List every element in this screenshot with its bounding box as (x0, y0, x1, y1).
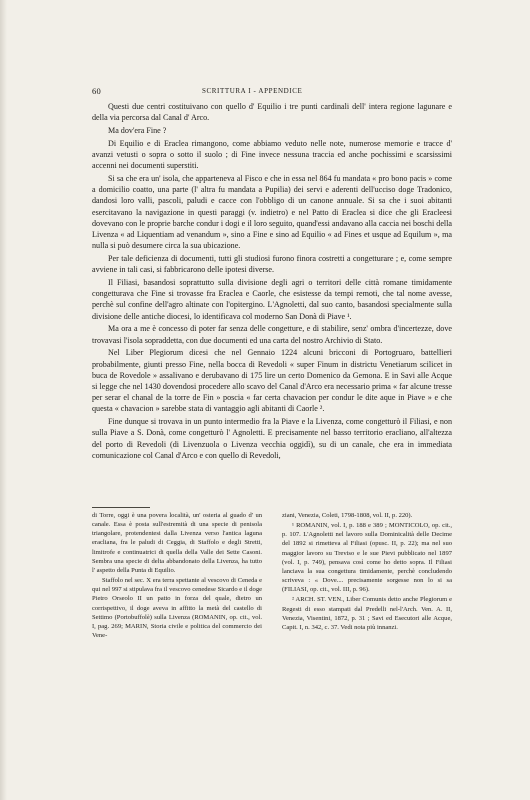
paragraph: Questi due centri costituivano con quello d' Equilio i tre punti cardinali dell' intera regione lagunare e della via percorsa dal Canal d' Arco. (92, 102, 452, 123)
page-number: 60 (92, 86, 102, 96)
footnote-1: ¹ ROMANIN, vol. I, p. 188 e 389 ; MONTICOLO, op. cit., p. 107. L'Agnoletti nel lavoro sulla Dominicalità delle Decime del 1892 si rimetteva al Filiasi (opusc. II, p. 22); ma nel suo maggior lavoro su Treviso e le sue Pievi pubblicato nel 1897 (vol. I, p. 749), pensava così come ho detto sopra. Il Filiasi lanciava la sua congettura timidamente, perchè concludendo scriveva : « Dove.... precisamente sorgesse non lo si sa (FILIASI, op. cit., vol. III, p. 96). (282, 522, 452, 594)
paragraph: Il Filiasi, basandosi soprattutto sulla divisione degli agri o territori delle città romane timidamente congetturava che Fine si trovasse fra Eraclea e Caorle, che esistesse da tempi remoti, che tal nome avesse, perchè sul confine dell'agro altinate con l'opitergino. L'Agnoletti, dal suo canto, basandosi specialmente sulla divisione delle antiche diocesi, lo identificava col moderno San Donà di Piave ¹. (92, 278, 452, 321)
paragraph: Fine dunque si trovava in un punto intermedio fra la Piave e la Livenza, come congetturò il Filiasi, e non sulla Piave a S. Donà, come congetturò l' Agnoletti. E precisamente nel basso territorio eracliano, all'altezza del porto di Revedoli (di Livenzuola o Livenza vecchia oggidì), su di un canale, che era in immediata comunicazione col Canal d'Arco e con quello di Revedoli, (92, 417, 452, 460)
page-header (92, 86, 452, 98)
paragraph: Ma ora a me è concesso di poter far senza delle congetture, e di stabilire, senz' ombra d'incertezze, dove trovavasi l'isola sopraddetta, con due documenti ed una carta del nostro Archivio di Stato. (92, 324, 452, 345)
page-edge-shadow (0, 0, 7, 800)
paragraph: Per tale deficienza di documenti, tutti gli studiosi furono finora costretti a congetturare ; e, come sempre avviene in tali casi, si fabbricarono delle ipotesi diverse. (92, 254, 452, 275)
running-head: SCRITTURA I - APPENDICE (202, 87, 303, 95)
footnote-column-right (282, 511, 452, 632)
footnote-paragraph: ziani, Venezia, Coleti, 1798-1808, vol. II, p. 220). (282, 512, 413, 519)
footnotes (92, 511, 452, 741)
footnote-separator (92, 507, 150, 508)
footnote-paragraph: Staffolo nel sec. X era terra spettante al vescovo di Ceneda e qui nel 997 si stipulava fra il vescovo cenedese Sicardo e il doge Pietro Orseolo II un patto in forza del quale, dietro un corrispettivo, il doge aveva in affitto la metà del castello di Settimo (Portobuffolè) sulla Livenza (ROMANIN, op. cit., vol. I, pag. 269; MARIN, Storia civile e politica del commercio dei Vene- (92, 577, 262, 640)
footnote-column-left (92, 511, 262, 640)
footnote-paragraph: di Torre, oggi è una povera località, un' osteria al guado d' un canale. Essa è posta sull'estremità di una specie di penisola triangolare, protendentesi dalla Livenza verso l'antica laguna eracliana, fra le paludi di Ceggia, di Staffolo e degli Stretti, limitrofe e continuatrici di quella della Valle dei Sette Casoni. Sembra una specie di delta abbandonato della Livenza, ha tutto l' aspetto della Punta di Equilio. (92, 512, 262, 574)
footnote-2: ² ARCH. ST. VEN., Liber Comunis detto anche Plegiorum e Regesti di esso stampati dal Predelli nel-l'Arch. Ven. A. II, Venezia, Visentini, 1872, p. 31 ; Savi ed Esecutori alle Acque, Capit. I, n. 342, c. 37. Vedi nota più innanzi. (282, 596, 452, 631)
paragraph: Ma dov'era Fine ? (108, 126, 167, 135)
paragraph: Si sa che era un' isola, che apparteneva al Fisco e che in essa nel 864 fu mandata « pro bono pacis » come a domicilio coatto, una parte (l' altra fu mandata a Pupilia) dei servi e aderenti dell'ucciso doge Tradonico, dandosi loro valli, pascoli, paludi e cacce con l'obbligo di un canone annuale. Si sa che i suoi abitanti esercitavano la navigazione in questi paraggi (v. indietro) e nel Patto di Eraclea si dice che gli Eracleesi dovevano con le proprie barche condur i dogi e il loro seguito, quand'essi andavano alla caccia nei boschi della Livenza « ad Liquentiam ad venandum », sino a Fine e sino ad Equilio « ad Fines et usque ad Equilum », ma nulla si può desumere circa la sua ubicazione. (92, 174, 452, 251)
paragraph: Nel Liber Plegiorum dicesi che nel Gennaio 1224 alcuni bricconi di Portogruaro, battellieri probabilmente, giunti presso Fine, nella bocca di Revedoli « super Finum in districtu Venetiarum scilicet in buca de Rovedole » assalivano e derubavano di 175 lire un certo Domenico da Gemona. E in Savi alle Acque si legge che nel 1430 dovendosi procedere allo scavo del Canal d'Arco era necessario prima « far alcune tresse per serar el chanal de la torre de Fin » poscia « far certa chavacion per condur le dite aque in Piave » e che questa « chavacion » sarebbe stata di vantaggio agli abitanti di Caorle ². (92, 348, 452, 414)
paragraph: Di Equilio e di Eraclea rimangono, come abbiamo veduto nelle note, numerose memorie e tracce d' avanzi vetusti o sopra o sotto il suolo ; di Fine invece nessuna traccia ed anche pochissimi e scarsissimi accenni nei documenti superstiti. (92, 138, 452, 171)
main-text (92, 101, 452, 461)
